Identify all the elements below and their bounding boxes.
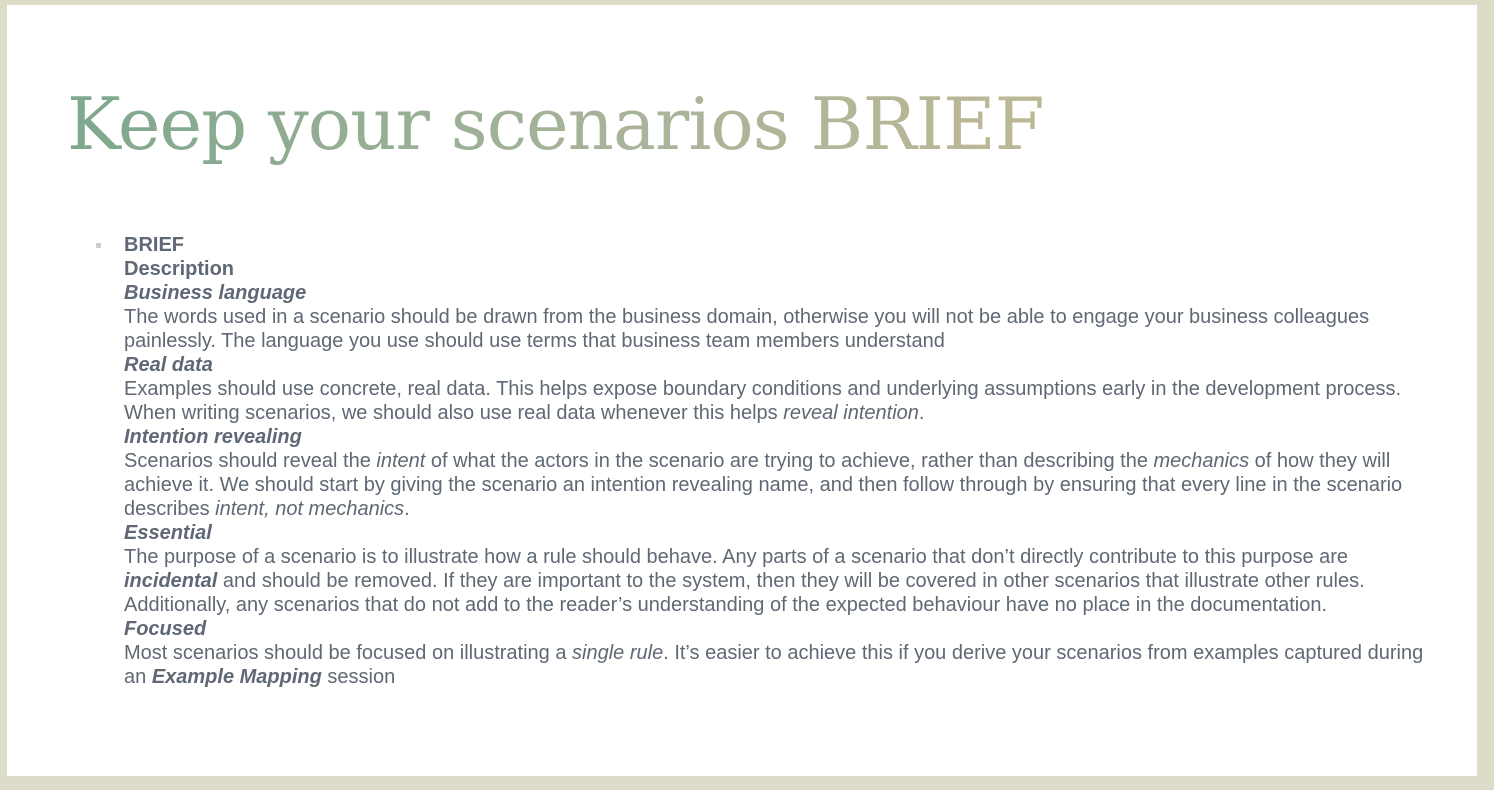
real-text-2: . <box>918 402 925 424</box>
intention-text-2: of what the actors in the scenario are trying to achieve, rather than describing the <box>425 450 1154 472</box>
intention-text-3: of how they will achieve it. We should start by giving the scenario an intention revealing name, and then follow through by ensuring that every line in the scenario describes <box>124 450 1403 520</box>
section-heading-intention-revealing: Intention revealing <box>124 426 302 448</box>
slide-body <box>124 233 1424 689</box>
essential-text-1: The purpose of a scenario is to illustrate how a rule should behave. Any parts of a scenario that don’t directly contribute to this purpose are <box>124 546 1349 568</box>
section-heading-focused: Focused <box>124 618 207 640</box>
focused-text-2: . It’s easier to achieve this if you derive your scenarios from examples captured during an <box>124 642 1424 688</box>
intention-em-2: mechanics <box>1153 450 1250 472</box>
focused-example-mapping: Example Mapping <box>151 666 322 688</box>
intention-em-3: intent, not mechanics <box>215 498 405 520</box>
section-text-focused <box>124 641 1424 689</box>
real-text-1: Examples should use concrete, real data. This helps expose boundary conditions and underlying assumptions early in the development process. When writing scenarios, we should also use real data whenever this helps <box>124 378 1402 424</box>
slide <box>7 5 1477 776</box>
section-heading-real-data: Real data <box>124 354 213 376</box>
focused-strong-em-1 <box>152 666 322 688</box>
intention-text-4: . <box>404 498 410 520</box>
essential-text-2: and should be removed. If they are important to the system, then they will be covered in other scenarios that illustrate other rules. Additionally, any scenarios that do not add to the reader’s understanding of the expected behaviour have no place in the documentation. <box>124 570 1365 616</box>
section-text-essential <box>124 545 1424 617</box>
essential-incidental: incidental <box>124 570 218 592</box>
focused-em-1: single rule <box>572 642 664 664</box>
slide-title: Keep your scenarios BRIEF <box>67 82 1044 166</box>
intention-em-1: intent <box>376 450 426 472</box>
section-heading-business-language: Business language <box>124 282 307 304</box>
intention-text-1: Scenarios should reveal the <box>124 450 377 472</box>
focused-text-1: Most scenarios should be focused on illustrating a <box>124 642 573 664</box>
real-em-1: reveal intention <box>783 402 919 424</box>
business-text: The words used in a scenario should be drawn from the business domain, otherwise you will not be able to engage your business colleagues painlessly. The language you use should use terms that business team members understand <box>124 306 1370 352</box>
section-text-real-data <box>124 377 1424 425</box>
focused-text-3: session <box>321 666 396 688</box>
essential-strong-em-1 <box>124 570 217 592</box>
bullet-marker-icon <box>96 243 101 248</box>
section-text-business-language <box>124 305 1424 353</box>
description-label: Description <box>124 258 235 280</box>
section-heading-essential: Essential <box>124 522 212 544</box>
section-text-intention-revealing <box>124 449 1424 521</box>
acronym-heading: BRIEF <box>124 234 184 256</box>
